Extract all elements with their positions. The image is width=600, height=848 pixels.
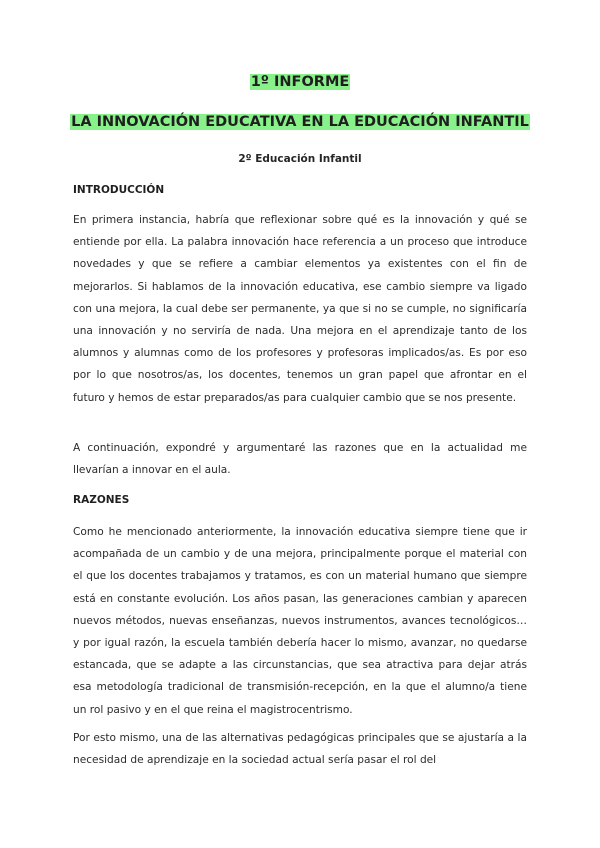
paragraph-introduccion-2: A continuación, expondré y argumentaré las razones que en la actualidad me llevarían a innovar en el aula. [73,442,527,477]
section-title-razones: RAZONES [73,494,130,506]
paragraph-razones-1: Como he mencionado anteriormente, la innovación educativa siempre tiene que ir acompañada de un cambio y de una mejora, principalmente porque el material con el que los docentes trabajamos y tratamos, es con un material humano que siempre está en constante evolución. Los años pasan, las generaciones cambian y aparecen nuevos métodos, nuevas enseñanzas, nuevos instrumentos, avances tecnológicos… y por igual razón, la escuela también debería hacer lo mismo, avanzar, no quedarse estancada, que se adapte a las circunstancias, que sea atractiva para dejar atrás esa metodología tradicional de transmisión-recepción, en la que el alumno/a tiene un rol pasivo y en el que reina el magistrocentrismo. [73,526,527,716]
document-title [0,72,600,92]
paragraph-razones-2: Por esto mismo, una de las alternativas pedagógicas principales que se ajustaría a la necesidad de aprendizaje en la sociedad actual sería pasar el rol del [73,732,527,767]
document-heading-highlight: LA INNOVACIÓN EDUCATIVA EN LA EDUCACIÓN INFANTIL [71,114,529,130]
section-title-introduccion: INTRODUCCIÓN [73,184,165,196]
document-subtitle: 2º Educación Infantil [238,153,362,165]
document-heading [0,112,600,132]
paragraph-introduccion-1: En primera instancia, habría que reflexionar sobre qué es la innovación y qué se entiende por ella. La palabra innovación hace referencia a un proceso que introduce novedades y que se refiere a cambiar elementos ya existentes con el fin de mejorarlos. Si hablamos de la innovación educativa, ese cambio siempre va ligado con una mejora, la cual debe ser permanente, ya que si no se cumple, no significaría una innovación y no serviría de nada. Una mejora en el aprendizaje tanto de los alumnos y alumnas como de los profesores y profesoras implicados/as. Es por eso por lo que nosotros/as, los docentes, tenemos un gran papel que afrontar en el futuro y hemos de estar preparados/as para cualquier cambio que se nos presente. [73,214,527,404]
document-title-highlight: 1º INFORME [250,74,350,90]
